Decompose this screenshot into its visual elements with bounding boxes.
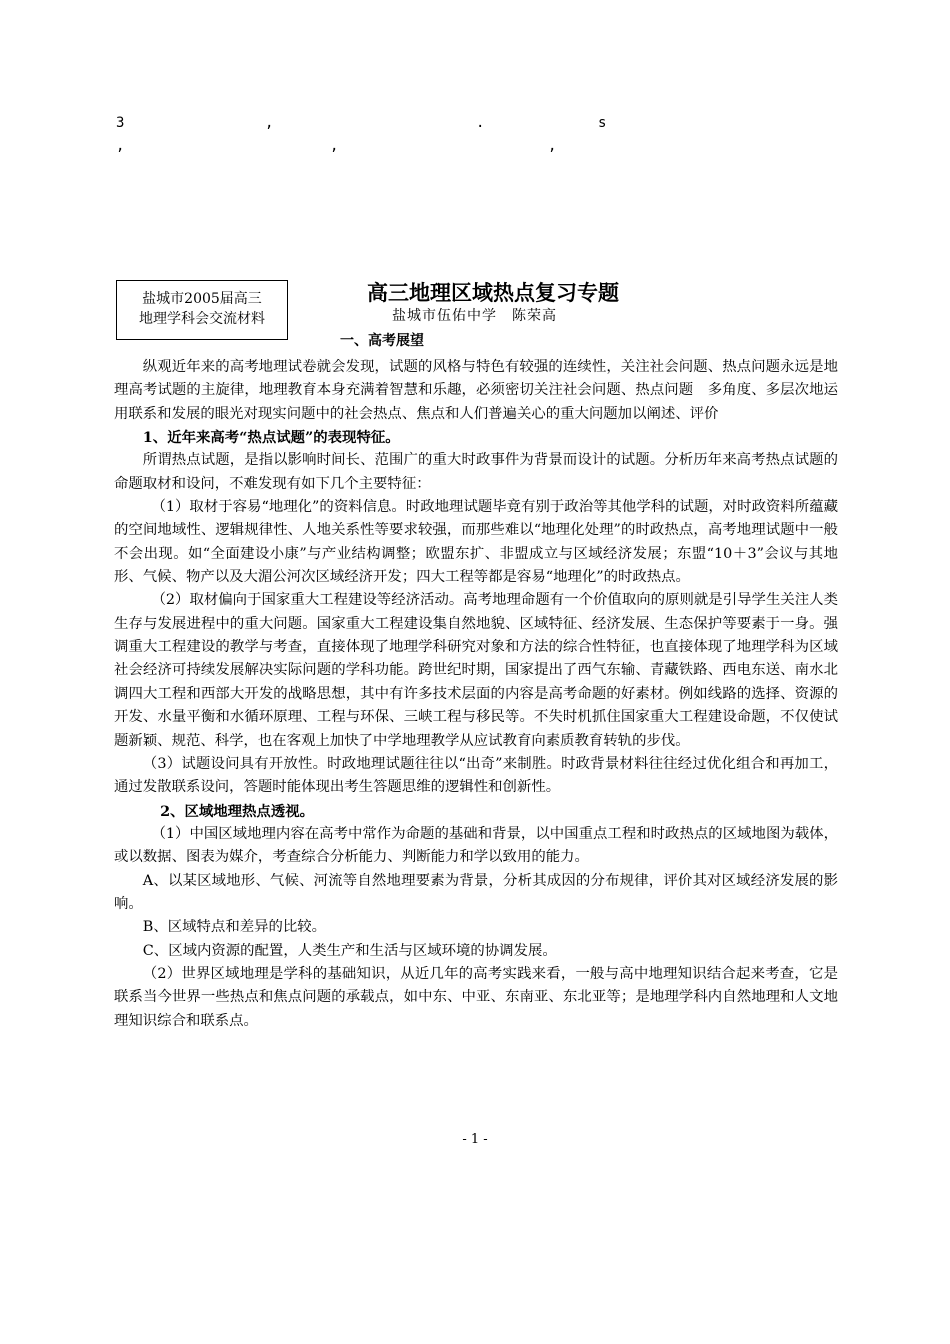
paragraph: （1）取材于容易“地理化”的资料信息。时政地理试题毕竟有别于政治等其他学科的试题，对时政资料所蕴藏的空间地域性、逻辑规律性、人地关系性等要求较强，而那些难以“地理化处理”的时政热点，高考地理试题中一般不会出现。如“全面建设小康”与产业结构调整；欧盟东扩、非盟成立与区域经济发展；东盟“10＋3”会议与其地形、气候、物产以及大湄公河次区域经济开发；四大工程等都是容易“地理化”的时政热点。 xyxy=(114,499,838,586)
document-title: 高三地理区域热点复习专题 xyxy=(367,281,619,305)
paragraph: B、区域特点和差异的比较。 xyxy=(142,919,327,936)
paragraph: C、区域内资源的配置，人类生产和生活与区域环境的协调发展。 xyxy=(142,942,557,959)
paragraph: （3）试题设问具有开放性。时政地理试题往往以“出奇”来制胜。时政背景材料往往经过优化组合和再加工，通过发散联系设问，答题时能体现出考生答题思维的逻辑性和创新性。 xyxy=(114,755,838,796)
stray-mark: 3 xyxy=(116,115,125,131)
stray-mark: , xyxy=(548,138,557,154)
stray-mark: . xyxy=(476,115,485,131)
exchange-material-box xyxy=(116,280,288,340)
box-note-line: 盐城市2005届高三 xyxy=(142,291,262,307)
paragraph: （2）世界区域地理是学科的基础知识，从近几年的高考实践来看，一般与高中地理知识结合起来考查，它是联系当今世界一些热点和焦点问题的承载点，如中东、中亚、东南亚、东北亚等；是地理学科内自然地理和人文地理知识综合和联系点。 xyxy=(114,965,838,1029)
stray-mark: , xyxy=(330,138,339,154)
stray-mark: , xyxy=(265,115,274,131)
section-heading: 一、高考展望 xyxy=(340,333,424,349)
paragraph: A、以某区域地形、气候、河流等自然地理要素为背景，分析其成因的分布规律，评价其对区域经济发展的影响。 xyxy=(114,872,838,912)
paragraph: （1）中国区域地理内容在高考中常作为命题的基础和背景，以中国重点工程和时政热点的区域地图为载体，或以数据、图表为媒介，考查综合分析能力、判断能力和学以致用的能力。 xyxy=(114,825,838,866)
box-note-line: 地理学科会交流材料 xyxy=(139,311,265,327)
subheading: 1、近年来高考“热点试题”的表现特征。 xyxy=(142,429,400,447)
page-number: - 1 - xyxy=(462,1132,488,1147)
author-line: 盐城市伍佑中学 陈荣高 xyxy=(392,308,557,324)
subheading: 2、区域地理热点透视。 xyxy=(160,802,314,820)
stray-mark: , xyxy=(116,138,125,154)
paragraph: 所谓热点试题，是指以影响时间长、范围广的重大时政事件为背景而设计的试题。分析历年来高考热点试题的命题取材和设问，不难发现有如下几个主要特征： xyxy=(114,452,838,492)
stray-mark: s xyxy=(598,115,607,131)
paragraph: 纵观近年来的高考地理试卷就会发现，试题的风格与特色有较强的连续性，关注社会问题、热点问题永远是地理高考试题的主旋律，地理教育本身充满着智慧和乐趣，必须密切关注社会问题、热点问题 多角度、多层次地运用联系和发展的眼光对现实问题中的社会热点、焦点和人们普遍关心的重大问题加以阐述、评价 xyxy=(114,359,838,422)
paragraph: （2）取材偏向于国家重大工程建设等经济活动。高考地理命题有一个价值取向的原则就是引导学生关注人类生存与发展进程中的重大问题。国家重大工程建设集自然地貌、区域特征、经济发展、生态保护等要素于一身。强调重大工程建设的教学与考查，直接体现了地理学科研究对象和方法的综合性特征，也直接体现了地理学科为区域社会经济可持续发展解决实际问题的学科功能。跨世纪时期，国家提出了西气东输、青藏铁路、西电东送、南水北调四大工程和西部大开发的战略思想，其中有许多技术层面的内容是高考命题的好素材。例如线路的选择、资源的开发、水量平衡和水循环原理、工程与环保、三峡工程与移民等。不失时机抓住国家重大工程建设命题，不仅使试题新颖、规范、科学，也在客观上加快了中学地理教学从应试教育向素质教育转轨的步伐。 xyxy=(114,592,838,749)
document-body xyxy=(114,356,838,1033)
